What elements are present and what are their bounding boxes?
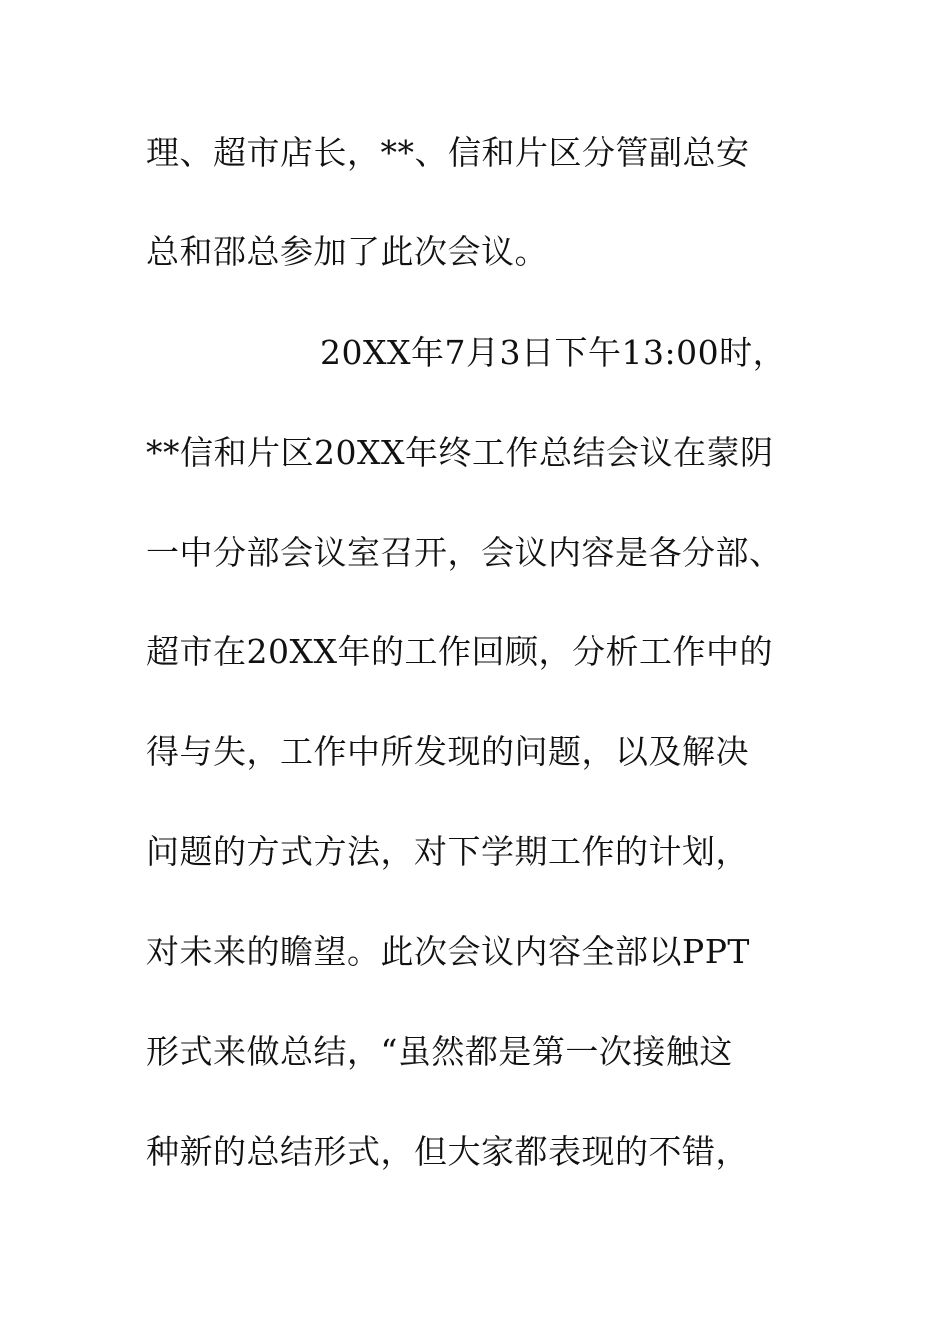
text-line-6: 超市在20XX年的工作回顾，分析工作中的 [146, 632, 773, 671]
text-line-4: **信和片区20XX年终工作总结会议在蒙阴 [146, 433, 774, 472]
text-line-8: 问题的方式方法，对下学期工作的计划， [146, 832, 749, 871]
text-line-9: 对未来的瞻望。此次会议内容全部以PPT [146, 932, 750, 971]
text-line-5: 一中分部会议室召开，会议内容是各分部、 [146, 533, 783, 572]
text-line-7: 得与失，工作中所发现的问题，以及解决 [146, 732, 749, 771]
text-line-2: 总和邵总参加了此次会议。 [146, 232, 548, 271]
text-line-11: 种新的总结形式，但大家都表现的不错， [146, 1132, 749, 1171]
text-line-3: 20XX年7月3日下午13:00时， [320, 333, 787, 372]
text-line-10: 形式来做总结，“虽然都是第一次接触这 [146, 1032, 733, 1071]
text-line-1: 理、超市店长，**、信和片区分管副总安 [146, 133, 750, 172]
